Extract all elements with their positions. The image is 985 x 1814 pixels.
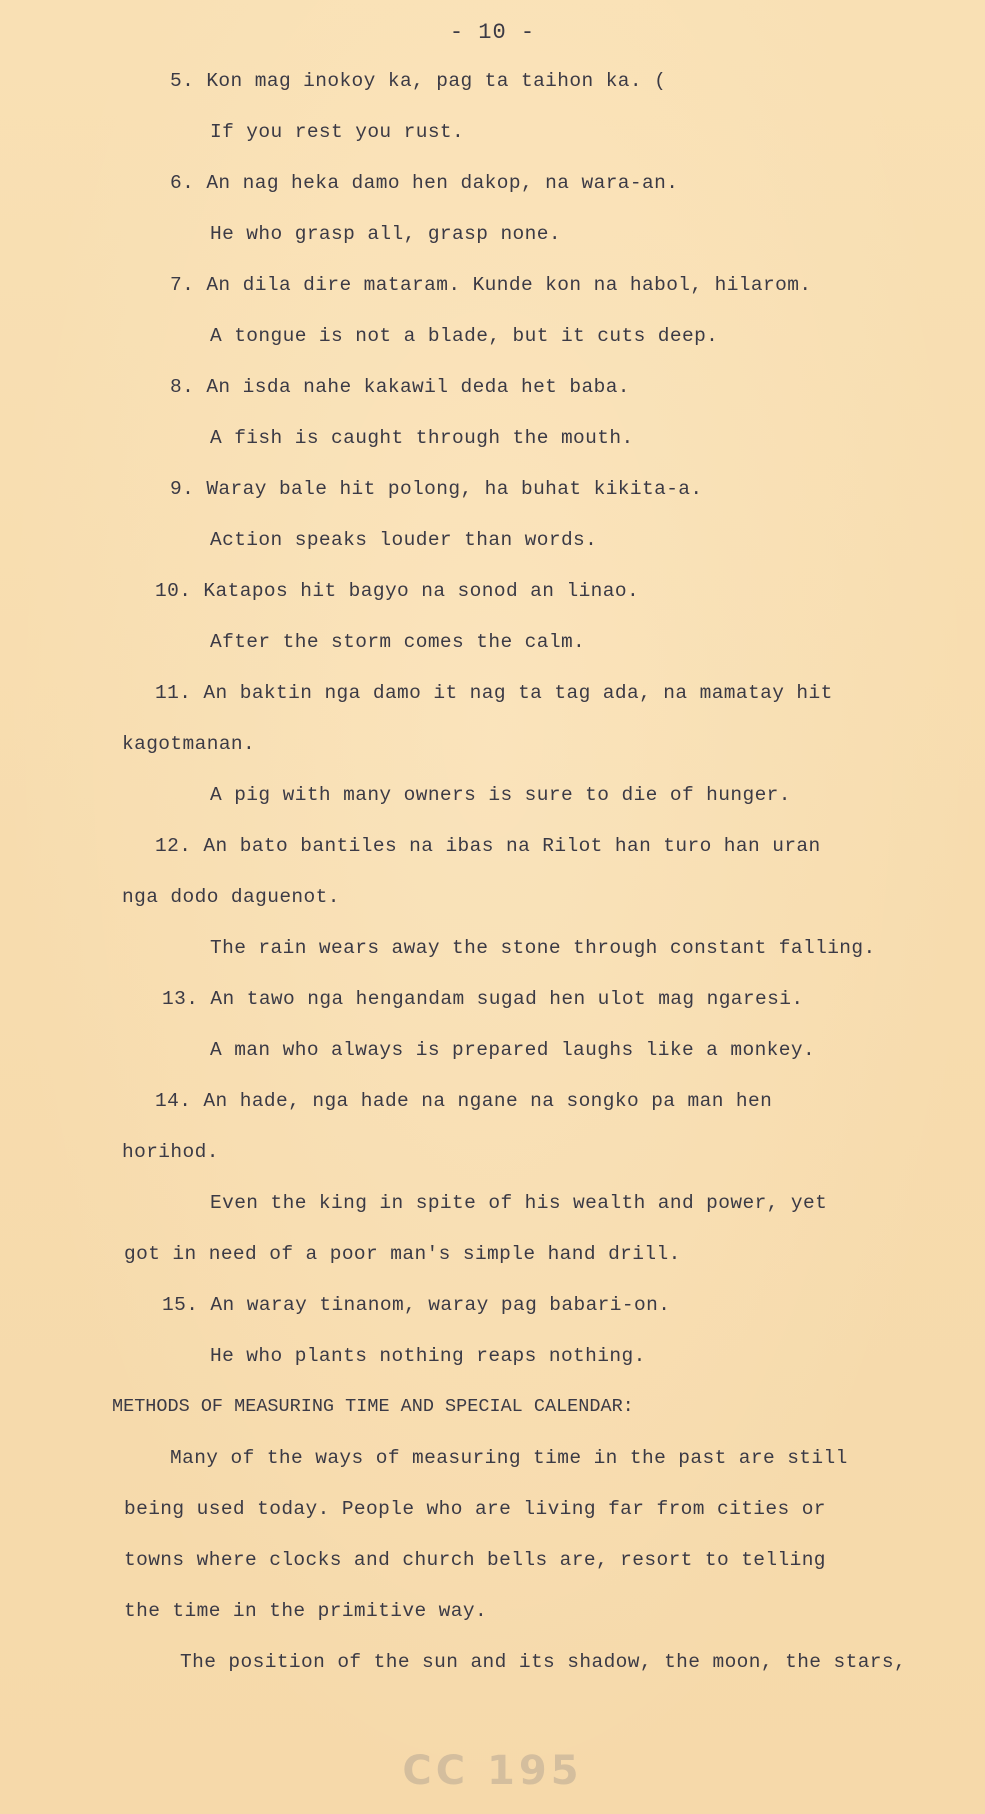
- proverb-13-waray: [162, 990, 803, 1010]
- paragraph-line: being used today. People who are living far from cities or: [124, 1498, 826, 1520]
- proverb-15-waray: [162, 1296, 670, 1316]
- proverb-10-english: After the storm comes the calm.: [210, 631, 586, 653]
- proverb-13-english: A man who always is prepared laughs like a monkey.: [210, 1039, 816, 1061]
- proverb-waray-text: An hade, nga hade na ngane na songko pa man hen: [203, 1090, 773, 1112]
- proverb-number: 13.: [162, 988, 199, 1010]
- proverb-11-waray: [155, 684, 833, 704]
- proverb-7-waray: [170, 276, 811, 296]
- proverb-5-english: If you rest you rust.: [210, 121, 465, 143]
- proverb-12-waray: [155, 837, 821, 857]
- proverb-waray-text: An waray tinanom, waray pag babari-on.: [210, 1294, 671, 1316]
- proverb-12-waray-continued: nga dodo daguenot.: [122, 886, 340, 908]
- proverb-waray-text: An dila dire mataram. Kunde kon na habol, hilarom.: [206, 274, 812, 296]
- proverb-number: 11.: [155, 682, 192, 704]
- proverb-number: 15.: [162, 1294, 199, 1316]
- paragraph-line: Many of the ways of measuring time in the past are still: [170, 1447, 848, 1469]
- proverb-8-waray: [170, 378, 630, 398]
- proverb-number: 7.: [170, 274, 195, 296]
- proverb-waray-text: An baktin nga damo it nag ta tag ada, na mamatay hit: [203, 682, 833, 704]
- proverb-waray-text: Kon mag inokoy ka, pag ta taihon ka. (: [206, 70, 667, 92]
- proverb-10-waray: [155, 582, 639, 602]
- proverb-number: 10.: [155, 580, 192, 602]
- proverb-9-english: Action speaks louder than words.: [210, 529, 598, 551]
- proverb-11-english: A pig with many owners is sure to die of hunger.: [210, 784, 791, 806]
- proverb-14-english-continued: got in need of a poor man's simple hand drill.: [124, 1243, 681, 1265]
- proverb-9-waray: [170, 480, 703, 500]
- proverb-8-english: A fish is caught through the mouth.: [210, 427, 634, 449]
- proverb-7-english: A tongue is not a blade, but it cuts deep.: [210, 325, 719, 347]
- proverb-14-waray: [155, 1092, 772, 1112]
- proverb-number: 12.: [155, 835, 192, 857]
- proverb-waray-text: Katapos hit bagyo na sonod an linao.: [203, 580, 640, 602]
- proverb-6-waray: [170, 174, 678, 194]
- page-number: - 10 -: [449, 20, 536, 45]
- paragraph-line: the time in the primitive way.: [124, 1600, 488, 1622]
- proverb-waray-text: Waray bale hit polong, ha buhat kikita-a.: [206, 478, 703, 500]
- proverb-waray-text: An bato bantiles na ibas na Rilot han turo han uran: [203, 835, 821, 857]
- proverb-11-waray-continued: kagotmanan.: [122, 733, 256, 755]
- section-heading: METHODS OF MEASURING TIME AND SPECIAL CALENDAR:: [112, 1396, 634, 1417]
- proverb-number: 14.: [155, 1090, 192, 1112]
- proverb-waray-text: An nag heka damo hen dakop, na wara-an.: [206, 172, 679, 194]
- archive-stamp: CC 195: [402, 1748, 583, 1794]
- proverb-15-english: He who plants nothing reaps nothing.: [210, 1345, 646, 1367]
- proverb-14-waray-continued: horihod.: [122, 1141, 219, 1163]
- proverb-14-english: Even the king in spite of his wealth and power, yet: [210, 1192, 828, 1214]
- proverb-number: 5.: [170, 70, 195, 92]
- proverb-waray-text: An isda nahe kakawil deda het baba.: [206, 376, 630, 398]
- proverb-5-waray: [170, 72, 666, 92]
- proverb-6-english: He who grasp all, grasp none.: [210, 223, 561, 245]
- proverb-waray-text: An tawo nga hengandam sugad hen ulot mag ngaresi.: [210, 988, 804, 1010]
- proverb-number: 6.: [170, 172, 195, 194]
- proverb-number: 9.: [170, 478, 195, 500]
- proverb-12-english: The rain wears away the stone through constant falling.: [210, 937, 876, 959]
- paragraph-line: towns where clocks and church bells are, resort to telling: [124, 1549, 826, 1571]
- proverb-number: 8.: [170, 376, 195, 398]
- paragraph-line: The position of the sun and its shadow, the moon, the stars,: [180, 1651, 907, 1673]
